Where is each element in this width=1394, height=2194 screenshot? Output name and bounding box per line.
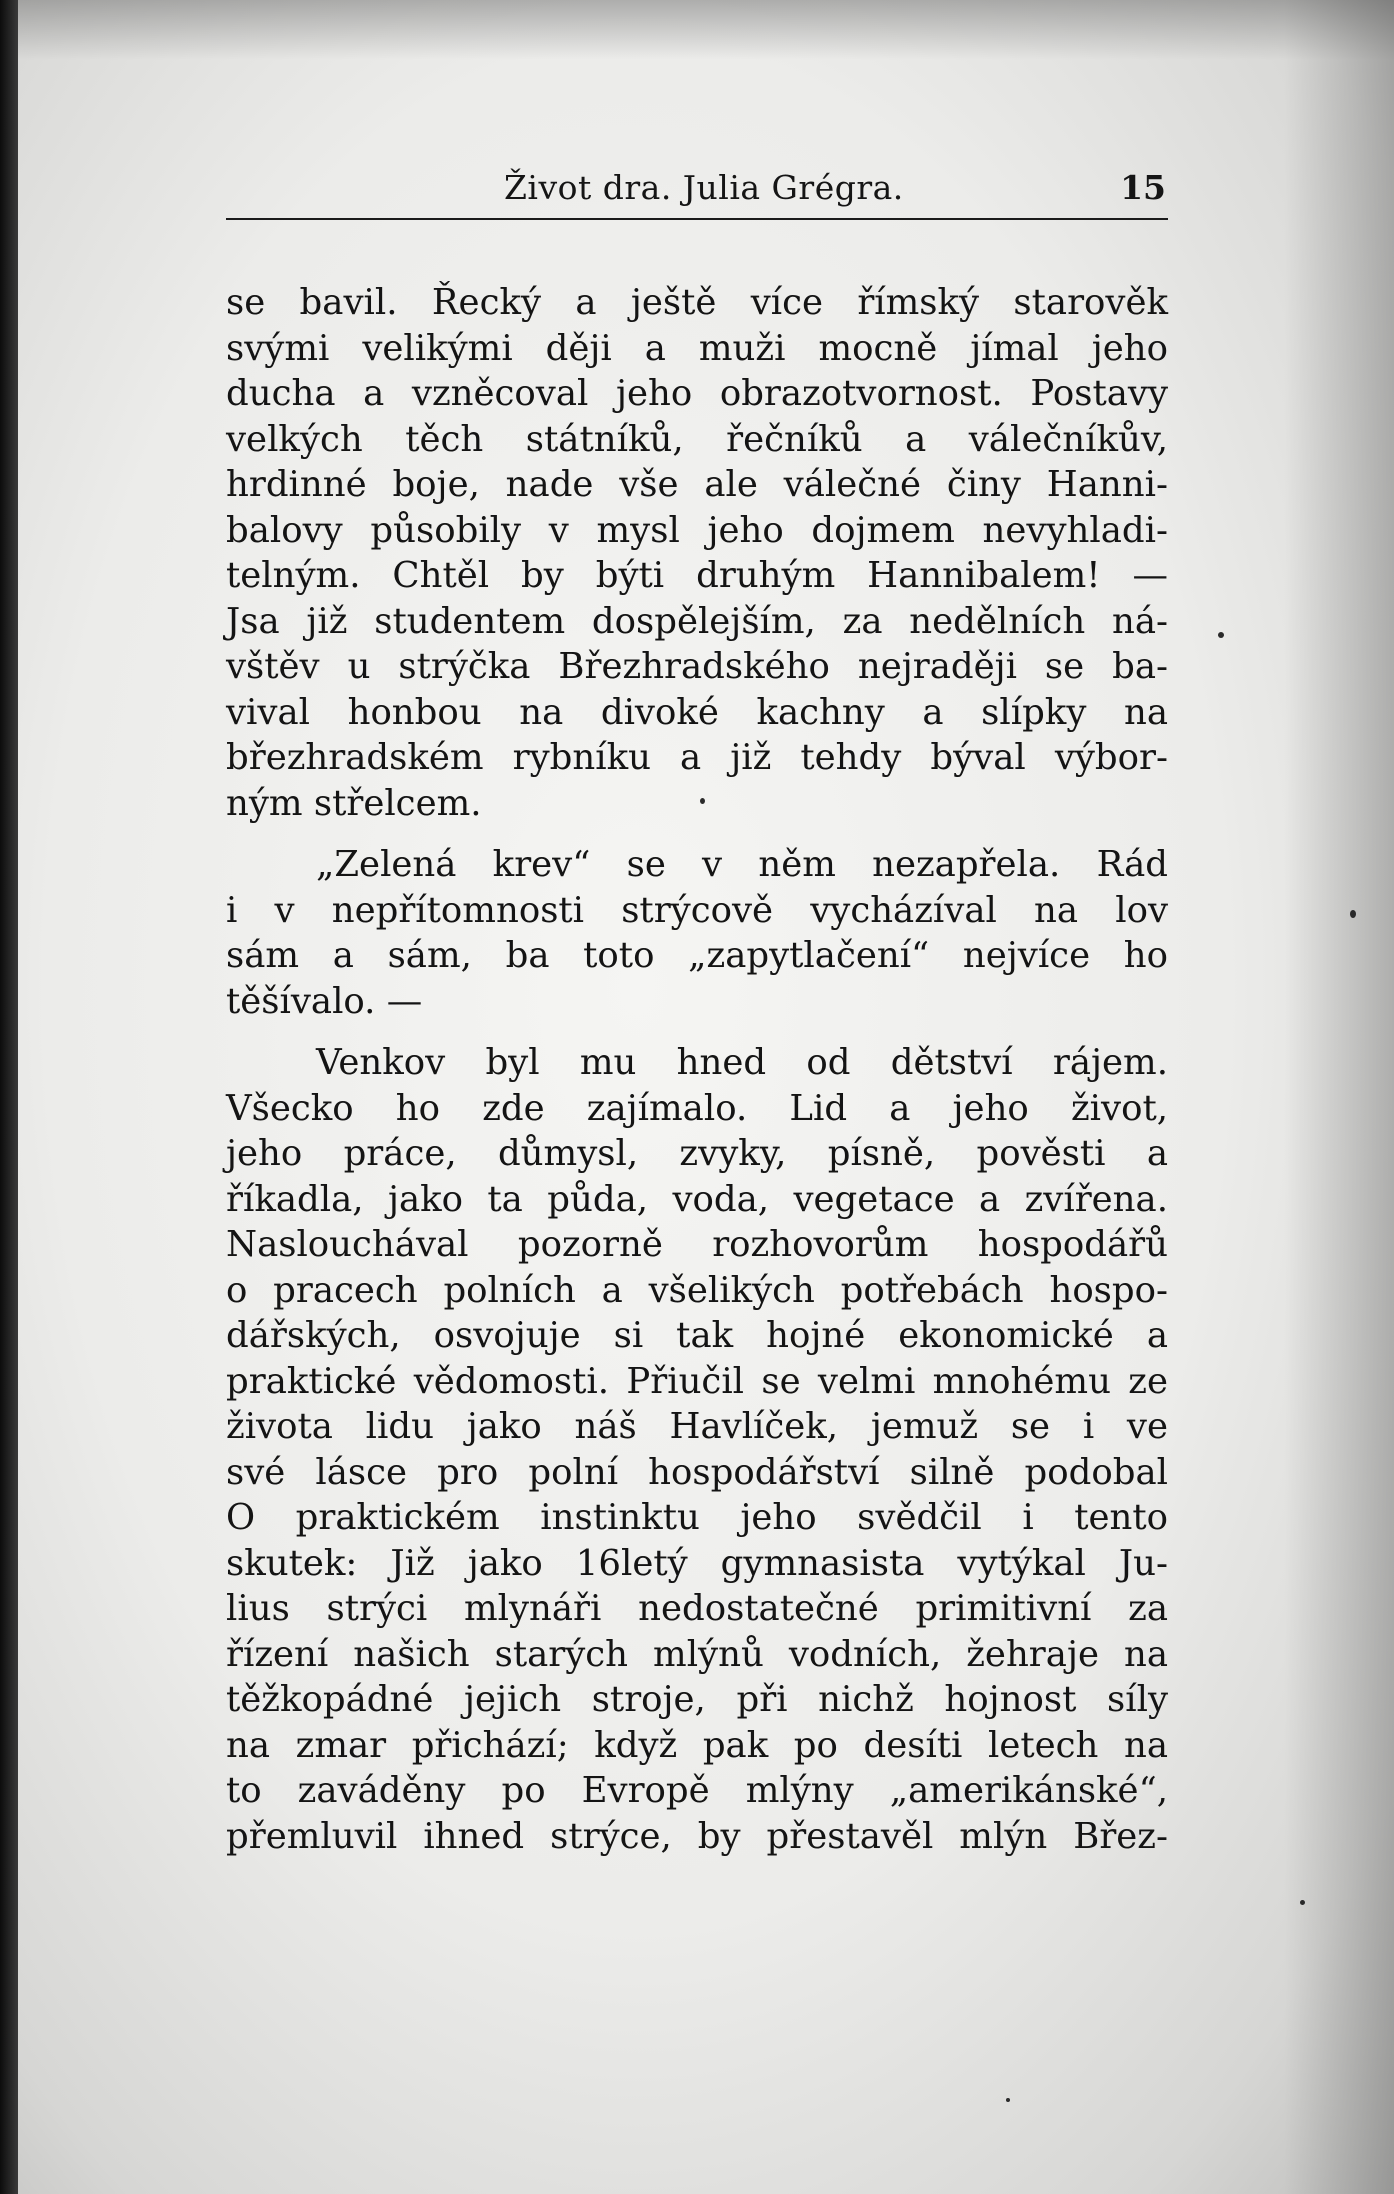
text-line: telným. Chtěl by býti druhým Hannibalem! — <box>226 555 1168 596</box>
text-line: přemluvil ihned strýce, by přestavěl mlýn Břez- <box>226 1815 1168 1857</box>
paper-speck <box>1218 632 1224 638</box>
paragraph-1 <box>226 280 1168 826</box>
text-line: praktické vědomosti. Přiučil se velmi mnohému ze <box>226 1360 1168 1402</box>
paragraph-gap <box>226 826 1168 842</box>
text-line: O praktickém instinktu jeho svědčil i tento <box>226 1497 1168 1538</box>
paper-speck <box>1006 2098 1010 2102</box>
text-line: říkadla, jako ta půda, voda, vegetace a zvířena. <box>226 1178 1168 1220</box>
text-line: sám a sám, ba toto „zapytlačení“ nejvíce ho <box>226 935 1168 976</box>
paragraph-gap <box>226 1024 1168 1040</box>
text-line: ným střelcem. <box>226 782 482 824</box>
text-line: Naslouchával pozorně rozhovorům hospodářů <box>226 1224 1168 1265</box>
text-line: své lásce pro polní hospodářství silně podobal <box>226 1451 1168 1493</box>
page-number: 15 <box>1120 168 1166 207</box>
text-line: na zmar přichází; když pak po desíti letech na <box>226 1724 1168 1766</box>
body-text <box>226 280 1168 1859</box>
text-line: to zaváděny po Evropě mlýny „amerikánské“, <box>226 1770 1168 1811</box>
text-line: Jsa již studentem dospělejším, za nedělních ná- <box>226 600 1168 642</box>
text-line: lius strýci mlynáři nedostatečné primitivní za <box>226 1588 1168 1629</box>
text-line: hrdinné boje, nade vše ale válečné činy Hanni- <box>226 464 1168 505</box>
paper-speck <box>1350 910 1356 918</box>
text-line: jeho práce, důmysl, zvyky, písně, pověsti a <box>226 1133 1168 1174</box>
paragraph-3 <box>226 1040 1168 1859</box>
text-line: vštěv u strýčka Březhradského nejraději se ba- <box>226 646 1168 687</box>
paper-speck <box>1300 1900 1305 1905</box>
text-line: vival honbou na divoké kachny a slípky na <box>226 691 1168 733</box>
text-line: dářských, osvojuje si tak hojné ekonomické a <box>226 1315 1168 1356</box>
page-right-shadow <box>1284 0 1394 2194</box>
text-line: březhradském rybníku a již tehdy býval výbor- <box>226 737 1168 778</box>
text-line: Všecko ho zde zajímalo. Lid a jeho život, <box>226 1087 1168 1129</box>
text-line: velkých těch státníků, řečníků a válečníkův, <box>226 418 1168 460</box>
page-header <box>226 168 1168 220</box>
text-line: Venkov byl mu hned od dětství rájem. <box>316 1042 1168 1083</box>
text-line: těžkopádné jejich stroje, při nichž hojnost síly <box>226 1679 1168 1720</box>
page-top-shadow <box>18 0 1394 60</box>
text-line: „Zelená krev“ se v něm nezapřela. Rád <box>316 844 1168 885</box>
text-line: řízení našich starých mlýnů vodních, žehraje na <box>226 1633 1168 1675</box>
text-line: ducha a vzněcoval jeho obrazotvornost. Postavy <box>226 373 1168 414</box>
text-line: balovy působily v mysl jeho dojmem nevyhladi- <box>226 509 1168 551</box>
text-line: se bavil. Řecký a ještě více římský starověk <box>226 282 1168 323</box>
text-line: o pracech polních a všelikých potřebách hospo- <box>226 1269 1168 1311</box>
text-line: skutek: Již jako 16letý gymnasista vytýkal Ju- <box>226 1542 1168 1584</box>
text-line: života lidu jako náš Havlíček, jemuž se i ve <box>226 1406 1168 1447</box>
text-line: i v nepřítomnosti strýcově vycházíval na lov <box>226 889 1168 931</box>
paragraph-2 <box>226 842 1168 1024</box>
running-title: Život dra. Julia Grégra. <box>504 168 904 207</box>
book-spine-shadow <box>0 0 18 2194</box>
text-line: těšívalo. — <box>226 980 423 1022</box>
text-line: svými velikými ději a muži mocně jímal jeho <box>226 327 1168 369</box>
